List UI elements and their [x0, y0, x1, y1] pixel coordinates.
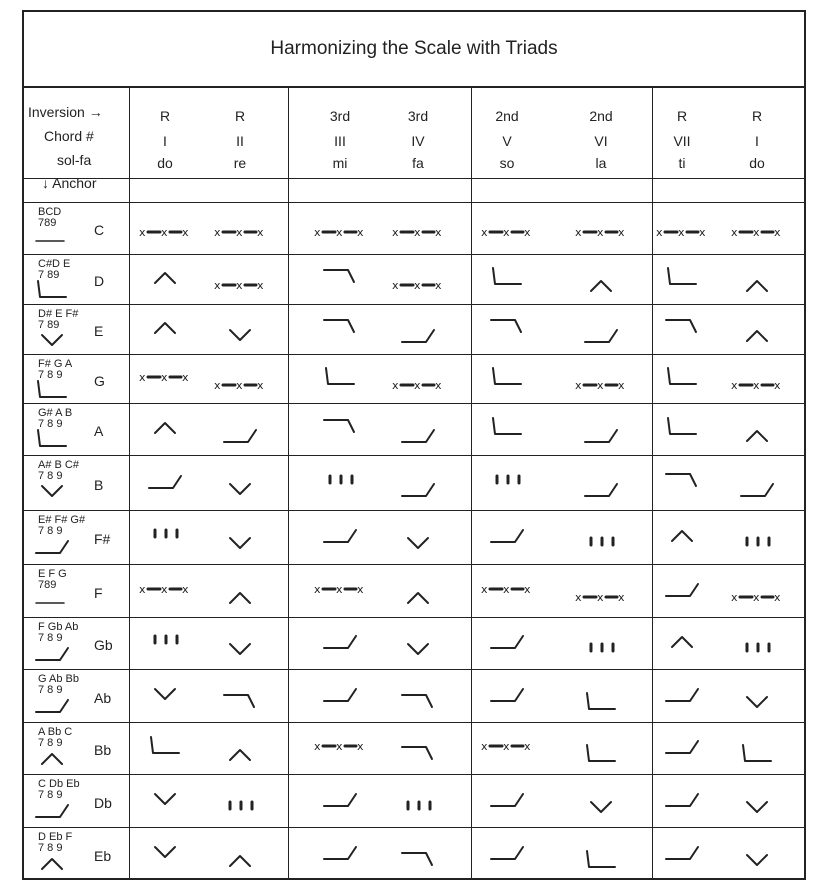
svg-text:x: x: [618, 590, 625, 604]
hook-down-icon: [652, 312, 712, 342]
chord-number-cell: III: [334, 133, 346, 149]
row-divider: [24, 617, 804, 618]
x-dash-pattern-icon: [727, 370, 787, 400]
svg-text:x: x: [236, 279, 243, 292]
triple-dots-icon: [571, 634, 631, 664]
x-dash-pattern-icon: [388, 370, 448, 400]
svg-text:x: x: [182, 582, 189, 596]
triple-dots-icon: [210, 792, 270, 822]
l-corner-icon: [571, 739, 631, 769]
caret-up-icon: [727, 420, 787, 450]
row-divider: [24, 510, 804, 511]
caret-up-icon: [571, 270, 631, 300]
solfa-cell: so: [499, 155, 515, 171]
title-box: [24, 12, 804, 88]
solfa-row-label: sol-fa: [57, 152, 92, 168]
triple-dots-icon: [310, 466, 370, 496]
chord-number-cell: I: [755, 133, 759, 149]
x-dash-pattern-icon: [310, 731, 370, 761]
anchor-notes: F Gb Ab: [38, 621, 79, 633]
key-name: Ab: [94, 689, 112, 706]
rise-line-icon: [135, 466, 195, 496]
caret-up-icon: [135, 312, 195, 342]
x-dash-pattern-icon: [210, 217, 270, 247]
x-dash-pattern-icon: [135, 574, 195, 604]
svg-text:x: x: [575, 226, 582, 239]
chord-number-row-label: Chord #: [44, 128, 94, 144]
row-divider: [24, 827, 804, 828]
chord-number-cell: V: [502, 133, 512, 149]
triple-dots-icon: [388, 792, 448, 822]
caret-up-icon: [210, 582, 270, 612]
row-divider: [24, 254, 804, 255]
svg-text:x: x: [774, 378, 781, 392]
underline-icon: [22, 223, 82, 253]
svg-text:x: x: [414, 279, 421, 292]
solfa-cell: la: [595, 155, 607, 171]
svg-text:x: x: [414, 226, 421, 239]
underline-icon: [22, 585, 82, 615]
caret-up-icon: [210, 845, 270, 875]
svg-text:x: x: [392, 226, 399, 239]
x-dash-pattern-icon: [571, 582, 631, 612]
hook-down-icon: [210, 687, 270, 717]
rise-line-icon: [22, 690, 82, 720]
triple-dots-icon: [727, 528, 787, 558]
page-title: Harmonizing the Scale with Triads: [270, 38, 558, 59]
svg-text:x: x: [435, 226, 442, 239]
inversion-cell: 3rd: [329, 108, 351, 124]
key-name: A: [94, 423, 104, 439]
svg-text:x: x: [699, 226, 706, 239]
svg-text:x: x: [314, 740, 321, 753]
x-dash-pattern-icon: [477, 574, 537, 604]
hook-down-icon: [310, 262, 370, 292]
svg-text:x: x: [314, 226, 321, 239]
caret-up-icon: [135, 412, 195, 442]
column-divider: [129, 88, 130, 880]
svg-text:x: x: [336, 582, 343, 596]
svg-text:x: x: [597, 226, 604, 239]
rise-line-icon: [210, 420, 270, 450]
key-name: G: [94, 372, 105, 389]
anchor-frets: 7 8 9: [38, 369, 63, 381]
anchor-frets: 7 8 9: [38, 470, 63, 482]
rise-line-icon: [388, 474, 448, 504]
caret-up-icon: [135, 262, 195, 292]
x-dash-pattern-icon: [388, 270, 448, 300]
chevron-down-icon: [727, 845, 787, 875]
l-corner-icon: [652, 262, 712, 292]
x-dash-pattern-icon: [210, 270, 270, 300]
triple-dots-icon: [571, 528, 631, 558]
svg-text:x: x: [575, 590, 582, 604]
caret-up-icon: [388, 582, 448, 612]
rise-line-icon: [477, 520, 537, 550]
l-corner-icon: [22, 424, 82, 454]
svg-text:x: x: [414, 378, 421, 392]
svg-text:x: x: [597, 378, 604, 392]
svg-text:x: x: [139, 226, 146, 239]
svg-text:x: x: [481, 226, 488, 239]
l-corner-icon: [477, 362, 537, 392]
header-divider: [24, 178, 804, 179]
svg-text:x: x: [236, 226, 243, 239]
l-corner-icon: [310, 362, 370, 392]
svg-text:x: x: [503, 582, 510, 596]
key-name: Eb: [94, 847, 112, 864]
chevron-down-icon: [210, 474, 270, 504]
x-dash-pattern-icon: [727, 217, 787, 247]
svg-text:x: x: [257, 226, 264, 239]
hook-down-icon: [388, 739, 448, 769]
anchor-notes: D# E F#: [38, 308, 79, 320]
caret-up-icon: [727, 320, 787, 350]
svg-text:x: x: [357, 582, 364, 596]
x-dash-pattern-icon: [727, 582, 787, 612]
svg-text:x: x: [139, 370, 146, 384]
svg-text:x: x: [161, 226, 168, 239]
svg-text:x: x: [524, 740, 531, 753]
l-corner-icon: [135, 731, 195, 761]
column-divider: [471, 88, 472, 880]
column-divider: [288, 88, 289, 880]
chevron-down-icon: [135, 784, 195, 814]
rise-line-icon: [477, 837, 537, 867]
svg-text:x: x: [357, 740, 364, 753]
svg-text:x: x: [656, 226, 663, 239]
row-divider: [24, 669, 804, 670]
l-corner-icon: [22, 275, 82, 305]
anchor-frets: 7 8 9: [38, 418, 63, 430]
svg-text:x: x: [435, 378, 442, 392]
anchor-frets: 7 8 9: [38, 842, 63, 854]
svg-text:x: x: [257, 378, 264, 392]
svg-text:x: x: [618, 226, 625, 239]
inversion-cell: R: [751, 108, 763, 124]
anchor-frets: 7 8 9: [38, 525, 63, 537]
key-name: B: [94, 476, 104, 493]
svg-text:x: x: [161, 582, 168, 596]
x-dash-pattern-icon: [477, 731, 537, 761]
svg-text:x: x: [182, 370, 189, 384]
chevron-down-icon: [727, 792, 787, 822]
key-name: F#: [94, 531, 111, 547]
svg-text:x: x: [481, 740, 488, 753]
rise-line-icon: [310, 520, 370, 550]
key-name: E: [94, 323, 104, 339]
svg-text:x: x: [357, 226, 364, 239]
anchor-notes: A Bb C: [38, 726, 73, 738]
chord-number-cell: IV: [411, 133, 425, 149]
chart-sheet: [22, 10, 806, 880]
anchor-notes: D Eb F: [38, 831, 73, 843]
svg-text:x: x: [753, 378, 760, 392]
rise-line-icon: [22, 531, 82, 561]
anchor-frets: 7 8 9: [38, 737, 63, 749]
svg-text:x: x: [503, 740, 510, 753]
rise-line-icon: [310, 626, 370, 656]
inversion-cell: 3rd: [407, 108, 429, 124]
chevron-down-icon: [727, 687, 787, 717]
rise-line-icon: [571, 320, 631, 350]
inversion-cell: 2nd: [495, 108, 519, 124]
triple-dots-icon: [727, 634, 787, 664]
rise-line-icon: [477, 679, 537, 709]
svg-text:x: x: [182, 226, 189, 239]
anchor-frets: 7 89: [38, 319, 60, 331]
anchor-notes: BCD: [38, 206, 62, 218]
inversion-cell: 2nd: [589, 108, 613, 124]
svg-text:x: x: [753, 226, 760, 239]
chevron-down-icon: [22, 476, 82, 506]
row-divider: [24, 564, 804, 565]
anchor-frets: 789: [38, 579, 57, 591]
key-name: Db: [94, 794, 112, 811]
svg-text:x: x: [481, 582, 488, 596]
rise-line-icon: [388, 320, 448, 350]
chord-number-cell: VII: [673, 133, 691, 149]
x-dash-pattern-icon: [135, 362, 195, 392]
anchor-frets: 7 8 9: [38, 632, 63, 644]
svg-text:x: x: [618, 378, 625, 392]
svg-text:x: x: [524, 582, 531, 596]
svg-text:x: x: [214, 279, 221, 292]
l-corner-icon: [477, 262, 537, 292]
svg-text:x: x: [597, 590, 604, 604]
rise-line-icon: [310, 837, 370, 867]
svg-text:x: x: [774, 590, 781, 604]
rise-line-icon: [652, 731, 712, 761]
chevron-down-icon: [22, 325, 82, 355]
svg-text:x: x: [753, 590, 760, 604]
svg-text:x: x: [161, 370, 168, 384]
rise-line-icon: [388, 420, 448, 450]
l-corner-icon: [571, 845, 631, 875]
rise-line-icon: [571, 474, 631, 504]
chord-number-cell: VI: [594, 133, 608, 149]
svg-text:x: x: [731, 226, 738, 239]
rise-line-icon: [22, 795, 82, 825]
rise-line-icon: [477, 626, 537, 656]
hook-down-icon: [652, 466, 712, 496]
svg-text:x: x: [214, 378, 221, 392]
chevron-down-icon: [135, 837, 195, 867]
caret-up-icon: [652, 520, 712, 550]
rise-line-icon: [310, 679, 370, 709]
row-divider: [24, 403, 804, 404]
triple-dots-icon: [135, 626, 195, 656]
x-dash-pattern-icon: [388, 217, 448, 247]
anchor-notes: E# F# G#: [38, 514, 86, 526]
chevron-down-icon: [571, 792, 631, 822]
row-divider: [24, 354, 804, 355]
hook-down-icon: [310, 412, 370, 442]
inversion-cell: R: [234, 108, 246, 124]
caret-up-icon: [210, 739, 270, 769]
key-name: D: [94, 273, 105, 289]
svg-text:x: x: [214, 226, 221, 239]
rise-line-icon: [727, 474, 787, 504]
l-corner-icon: [571, 687, 631, 717]
l-corner-icon: [727, 739, 787, 769]
anchor-notes: G Ab Bb: [38, 673, 79, 685]
anchor-frets: 7 89: [38, 269, 60, 281]
rise-line-icon: [310, 784, 370, 814]
svg-text:x: x: [731, 378, 738, 392]
svg-text:x: x: [336, 226, 343, 239]
caret-up-icon: [652, 626, 712, 656]
solfa-cell: fa: [412, 155, 424, 171]
l-corner-icon: [477, 412, 537, 442]
svg-text:x: x: [139, 582, 146, 596]
x-dash-pattern-icon: [477, 217, 537, 247]
svg-text:x: x: [392, 378, 399, 392]
rise-line-icon: [571, 420, 631, 450]
svg-text:x: x: [236, 378, 243, 392]
solfa-cell: mi: [332, 155, 348, 171]
caret-up-icon: [727, 270, 787, 300]
x-dash-pattern-icon: [210, 370, 270, 400]
caret-up-icon: [22, 743, 82, 773]
row-divider: [24, 722, 804, 723]
caret-up-icon: [22, 848, 82, 878]
row-divider: [24, 774, 804, 775]
x-dash-pattern-icon: [310, 574, 370, 604]
svg-text:x: x: [503, 226, 510, 239]
triple-dots-icon: [477, 466, 537, 496]
anchor-notes: G# A B: [38, 407, 73, 419]
chevron-down-icon: [210, 634, 270, 664]
x-dash-pattern-icon: [571, 370, 631, 400]
chevron-down-icon: [210, 528, 270, 558]
l-corner-icon: [22, 375, 82, 405]
svg-text:x: x: [731, 590, 738, 604]
svg-text:x: x: [336, 740, 343, 753]
anchor-row-label: ↓ Anchor: [42, 175, 97, 191]
l-corner-icon: [652, 362, 712, 392]
row-divider: [24, 202, 804, 203]
anchor-notes: A# B C#: [38, 459, 79, 471]
svg-text:x: x: [435, 279, 442, 292]
anchor-frets: 789: [38, 217, 57, 229]
rise-line-icon: [652, 784, 712, 814]
inversion-cell: R: [159, 108, 171, 124]
row-divider: [24, 455, 804, 456]
svg-text:x: x: [678, 226, 685, 239]
anchor-notes: F# G A: [38, 358, 73, 370]
triple-dots-icon: [135, 520, 195, 550]
solfa-cell: do: [157, 155, 173, 171]
svg-text:x: x: [524, 226, 531, 239]
chevron-down-icon: [388, 634, 448, 664]
inversion-cell: R: [676, 108, 688, 124]
rise-line-icon: [652, 679, 712, 709]
solfa-cell: re: [233, 155, 247, 171]
inversion-row-label: Inversion →: [28, 104, 103, 120]
anchor-frets: 7 8 9: [38, 789, 63, 801]
anchor-notes: C#D E: [38, 258, 71, 270]
hook-down-icon: [477, 312, 537, 342]
chord-number-cell: I: [163, 133, 167, 149]
rise-line-icon: [652, 574, 712, 604]
chevron-down-icon: [388, 528, 448, 558]
chord-number-cell: II: [236, 133, 244, 149]
x-dash-pattern-icon: [571, 217, 631, 247]
svg-text:x: x: [314, 582, 321, 596]
anchor-frets: 7 8 9: [38, 684, 63, 696]
x-dash-pattern-icon: [652, 217, 712, 247]
svg-text:x: x: [392, 279, 399, 292]
row-divider: [24, 304, 804, 305]
svg-text:x: x: [575, 378, 582, 392]
solfa-cell: ti: [678, 155, 686, 171]
key-name: C: [94, 222, 105, 238]
hook-down-icon: [388, 687, 448, 717]
x-dash-pattern-icon: [310, 217, 370, 247]
key-name: Gb: [94, 637, 113, 653]
chevron-down-icon: [135, 679, 195, 709]
l-corner-icon: [652, 412, 712, 442]
hook-down-icon: [388, 845, 448, 875]
rise-line-icon: [652, 837, 712, 867]
rise-line-icon: [22, 638, 82, 668]
svg-text:x: x: [257, 279, 264, 292]
chevron-down-icon: [210, 320, 270, 350]
hook-down-icon: [310, 312, 370, 342]
x-dash-pattern-icon: [135, 217, 195, 247]
anchor-notes: C Db Eb: [38, 778, 80, 790]
key-name: Bb: [94, 742, 112, 758]
rise-line-icon: [477, 784, 537, 814]
key-name: F: [94, 584, 103, 601]
anchor-notes: E F G: [38, 568, 67, 580]
svg-text:x: x: [774, 226, 781, 239]
solfa-cell: do: [749, 155, 765, 171]
